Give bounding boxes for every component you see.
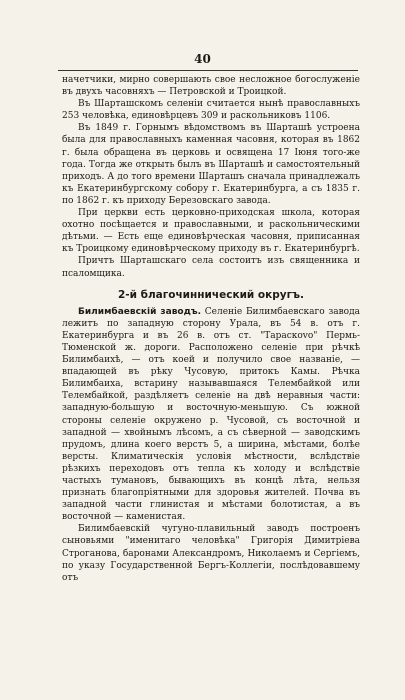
section-heading: 2-й благочиннический округъ. — [117, 288, 305, 301]
page-number: 40 — [194, 52, 211, 66]
paragraph-5: Причтъ Шарташскаго села состоитъ изъ священника и псаломщика. — [62, 256, 360, 279]
paragraph-1: начетчики, мирно совершають свое несложное богослуженіе въ двухъ часовняхъ — Петровской и Троицкой. — [62, 75, 360, 98]
paragraph-last: Билимбаевскій чугуно-плавильный заводъ построенъ сыновьями "именитаго человѣка" Григорія Димитріева Строганова, баронами Александромъ, Николаемъ и Сергіемъ, по указу Государственной Бергъ-Коллегіи, послѣдовавшему отъ — [62, 524, 360, 583]
paragraph-body: Селеніе Билимбаевскаго завода лежитъ по западную сторону Урала, въ 54 в. отъ г. Екатеринбурга и въ 26 в. отъ ст. "Тараскоvо" Пермь-Тюменской ж. дороги. Расположено селеніе при рѣчкѣ Билимбаихѣ, — отъ коей и получило свое названіе, — впадающей въ рѣку Чусовую, притокъ Камы. Рѣчка Билимбаиха, встарину называвшаяся Телембайкой или Телембайкой, раздѣляетъ селеніе на двѣ неравныя части: западную-большую и восточную-меньшую. Съ южной стороны селеніе окружено р. Чусовой, съ восточной и западной — хвойнымъ лѣсомъ, а съ сѣверной — заводскимъ прудомъ, длина коего верстъ 5, а ширина, мѣстами, болѣе версты. Климатическія условія мѣстности, вслѣдствіе рѣзкихъ переходовъ отъ тепла къ холоду и вслѣдствіе частыхъ тумановъ, бывающихъ въ концѣ лѣта, нельзя признать благопріятными для здоровья жителей. Почва въ западной части глинистая и мѣстами болотистая, а въ восточной — каменистая. — [62, 306, 360, 523]
paragraph-bilimbaevsky — [62, 306, 360, 524]
bold-term: Билимбаевскій заводъ. — [78, 306, 202, 317]
paragraph-3: Въ 1849 г. Горнымъ вѣдомствомъ въ Шарташѣ устроена была для православныхъ каменная часовня, которая въ 1862 г. была обращена въ церковь и освящена 17 Іюня того-же года. Тогда же открыть былъ въ Шарташѣ и самостоятельный приходъ. А до того времени Шарташъ сначала принадлежалъ къ Екатеринбургскому собору г. Екатеринбурга, а съ 1835 г. по 1862 г. къ приходу Березовскаго завода. — [62, 123, 360, 206]
paragraph-2: Въ Шарташскомъ селеніи считается нынѣ православныхъ 253 человѣка, единовѣрцевъ 309 и раскольниковъ 1106. — [62, 99, 360, 122]
header-rule — [58, 70, 358, 71]
paragraph-4: При церкви есть церковно-приходская школа, которая охотно посѣщается и православными, и раскольническими дѣтьми. — Есть еще единовѣрческая часовня, приписанная къ Троицкому единовѣрческому приходу въ г. Екатеринбургѣ. — [62, 208, 360, 255]
page-text — [62, 74, 360, 584]
